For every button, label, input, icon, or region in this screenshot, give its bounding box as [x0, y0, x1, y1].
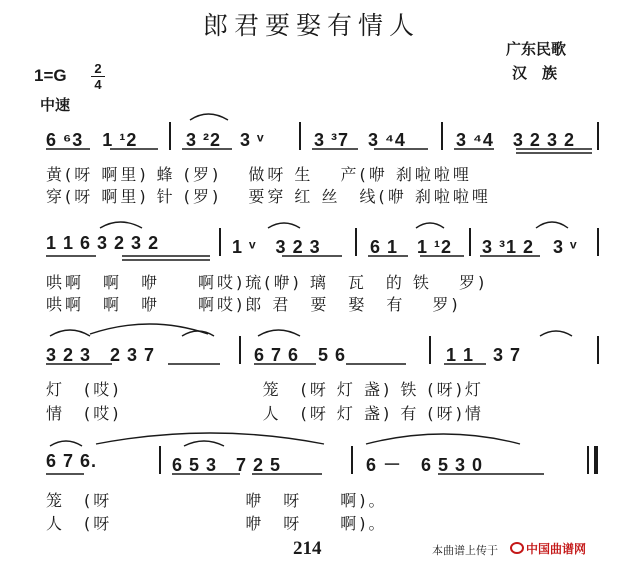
site-logo-icon — [510, 542, 524, 554]
slur — [96, 433, 324, 444]
notation-measure: 6 1 1 ¹2 — [370, 237, 453, 257]
lyric-line: 灯 (哎) 笼 (呀 灯 盏) 铁 (呀)灯 — [46, 380, 484, 399]
slur — [416, 223, 444, 228]
slur — [536, 222, 568, 228]
notation-measure: 6 7 6 5 6 — [254, 345, 347, 365]
time-signature-top: 2 — [94, 61, 102, 76]
slur — [184, 441, 224, 446]
slur — [258, 330, 300, 336]
notation-measure: 3 ⁴4 3 2 3 2 — [456, 130, 575, 150]
lyric-line: 哄啊 啊 咿 啊哎)琉(咿) 璃 瓦 的 铁 罗) — [46, 273, 488, 292]
notation-measure: 6 ⁶3 1 ¹2 — [46, 130, 138, 150]
slur — [182, 331, 214, 336]
page-number: 214 — [293, 538, 322, 559]
lyric-line: 黄(呀 啊里) 蜂 (罗) 做呀 生 产(咿 刹啦啦哩 — [46, 165, 472, 184]
slur — [540, 331, 572, 336]
slur-arcs — [50, 114, 572, 446]
notation-measure: 3 ³1 2 3 ᵛ — [482, 237, 578, 257]
slur — [366, 434, 520, 444]
bar-lines — [160, 122, 598, 474]
site-brand[interactable]: 中国曲谱网 — [526, 542, 587, 556]
notation-measure: 3 2 3 2 3 7 — [46, 345, 156, 365]
notation-measure: 6 － 6 5 3 0 — [366, 455, 484, 475]
notation-measure: 1 ᵛ 3 2 3 — [232, 237, 321, 257]
lyric-line: 笼 (呀 咿 呀 啊)。 — [46, 491, 388, 510]
lyric-line: 人 (呀 咿 呀 啊)。 — [46, 514, 388, 533]
time-signature-bottom: 4 — [94, 77, 102, 92]
notation-measure: 1 1 3 7 — [446, 345, 522, 365]
notation-measure: 3 ³7 3 ⁴4 — [314, 130, 406, 150]
key-signature: 1=G — [34, 66, 67, 85]
slur — [268, 223, 300, 228]
notation-measure: 1 1 6 3 2 3 2 — [46, 233, 160, 253]
song-ethnicity: 汉 族 — [512, 64, 558, 82]
slur — [50, 330, 90, 336]
notation-measure: 6 7 6. — [46, 451, 98, 471]
song-title: 郎君要娶有情人 — [203, 11, 421, 40]
song-origin: 广东民歌 — [506, 40, 567, 58]
notation-measure: 3 ²2 3 ᵛ — [186, 130, 265, 150]
lyric-line: 情 (哎) 人 (呀 灯 盏) 有 (呀)情 — [46, 404, 484, 423]
lyric-line: 穿(呀 啊里) 针 (罗) 要穿 红 丝 线(咿 刹啦啦哩 — [46, 187, 491, 206]
upload-credit: 本曲谱上传于 — [432, 544, 498, 557]
beam-underlines — [46, 149, 592, 474]
slur — [190, 114, 228, 120]
lyric-line: 哄啊 啊 咿 啊哎)郎 君 要 娶 有 罗) — [46, 295, 461, 314]
notation-measure: 6 5 3 7 2 5 — [172, 455, 282, 475]
slur — [100, 222, 142, 228]
tempo-marking: 中速 — [40, 96, 71, 114]
slur — [50, 441, 82, 446]
